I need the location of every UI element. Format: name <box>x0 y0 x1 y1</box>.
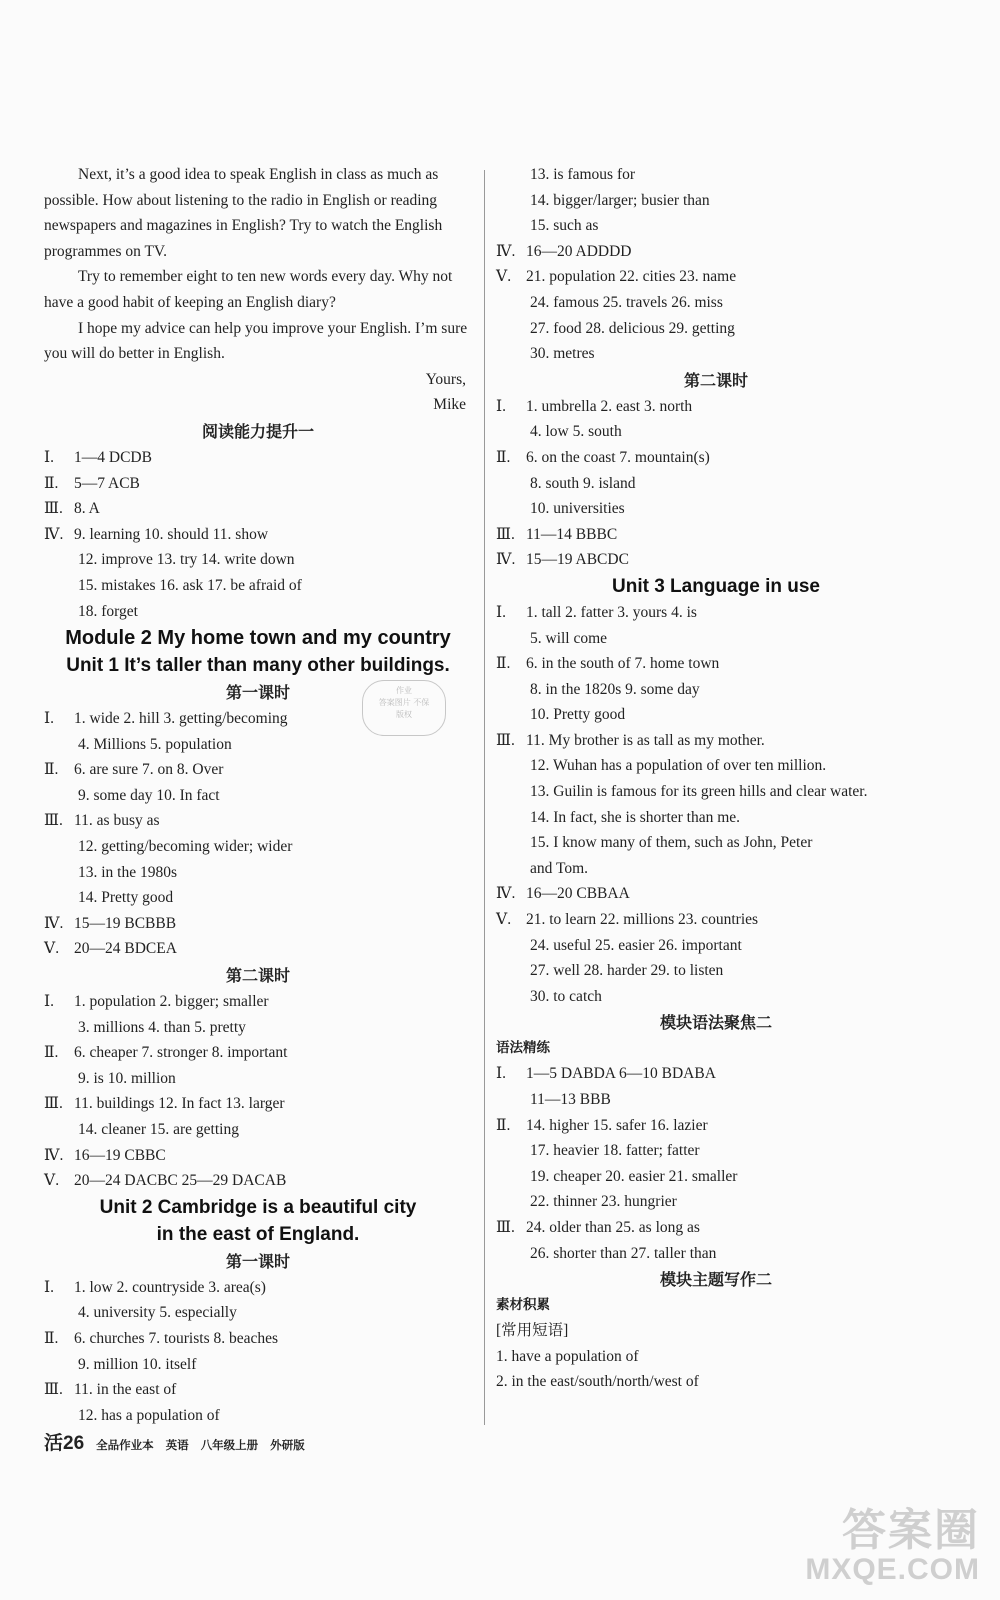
letter-closing: Yours, <box>425 370 466 388</box>
reading-answers <box>44 445 472 624</box>
answer-text: 6. cheaper 7. stronger 8. important <box>74 1044 288 1062</box>
answer-line <box>496 805 936 831</box>
answer-text: 22. thinner 23. hungrier <box>530 1193 677 1211</box>
unit1-lesson1-title: 第一课时 <box>225 683 290 703</box>
answer-line <box>496 1215 936 1241</box>
answer-text: 3. millions 4. than 5. pretty <box>78 1018 246 1036</box>
answer-line <box>496 1061 936 1087</box>
answer-line <box>496 1087 936 1113</box>
answer-line <box>496 341 936 367</box>
unit3-title: Unit 3 Language in use <box>612 575 820 597</box>
answer-line <box>44 522 472 548</box>
letter-paragraph-1: Next, it’s a good idea to speak English in class as much as possible. How about listening to the radio in English or reading newspapers and magazines in English? Try to watch the English programmes on TV. <box>44 166 443 260</box>
question-number: Ⅴ. <box>44 940 60 958</box>
subject: 英语 <box>165 1438 189 1452</box>
unit2-title-line1: Unit 2 Cambridge is a beautiful city <box>99 1196 417 1218</box>
answer-line <box>496 779 936 805</box>
answer-line <box>496 626 936 652</box>
answer-line <box>44 1066 472 1092</box>
answer-line <box>44 1326 472 1352</box>
question-number: Ⅲ. <box>44 812 63 830</box>
question-number: Ⅱ. <box>496 655 511 673</box>
answer-text: 1. wide 2. hill 3. getting/becoming <box>74 710 288 728</box>
question-number: Ⅳ. <box>496 551 516 569</box>
answer-text: 4. low 5. south <box>530 423 622 441</box>
answer-text: 13. Guilin is famous for its green hills and clear water. <box>530 783 868 801</box>
answer-text: and Tom. <box>530 859 589 877</box>
answer-line <box>496 264 936 290</box>
grammar-section-title: 模块语法聚焦二 <box>659 1013 772 1033</box>
question-number: Ⅰ. <box>44 710 54 728</box>
answer-text: 30. to catch <box>530 987 602 1005</box>
answer-text: 16—20 CBBAA <box>526 885 630 903</box>
phrase-item: 2. in the east/south/north/west of <box>496 1373 699 1391</box>
answer-text: 15. such as <box>530 217 599 235</box>
question-number: Ⅰ. <box>44 993 54 1011</box>
answer-text: 11. My brother is as tall as my mother. <box>526 731 765 749</box>
answer-text: 12. Wuhan has a population of over ten million. <box>530 757 827 775</box>
watermark <box>805 1505 980 1586</box>
question-number: Ⅲ. <box>496 525 515 543</box>
answer-line <box>496 522 936 548</box>
answer-text: 26. shorter than 27. taller than <box>530 1244 717 1262</box>
question-number: Ⅱ. <box>44 761 59 779</box>
answer-line <box>44 1300 472 1326</box>
answer-text: 12. getting/becoming wider; wider <box>78 838 293 856</box>
answer-text: 9. is 10. million <box>78 1069 176 1087</box>
answer-text: 5—7 ACB <box>74 474 140 492</box>
unit1-lesson1-answers <box>44 706 472 962</box>
answer-line <box>496 290 936 316</box>
unit2-lesson2-answers <box>496 394 936 573</box>
answer-line <box>496 677 936 703</box>
question-number: Ⅱ. <box>496 448 511 466</box>
answer-text: 4. university 5. especially <box>78 1304 237 1322</box>
answer-line <box>44 445 472 471</box>
question-number: Ⅰ. <box>44 1278 54 1296</box>
unit2-lesson1-answers-continued <box>496 162 936 367</box>
question-number: Ⅱ. <box>496 1116 511 1134</box>
answer-text: 4. Millions 5. population <box>78 735 232 753</box>
answer-text: 17. heavier 18. fatter; fatter <box>530 1142 700 1160</box>
question-number: Ⅴ. <box>44 1172 60 1190</box>
answer-text: 8. in the 1820s 9. some day <box>530 680 700 698</box>
answer-line <box>496 547 936 573</box>
unit2-lesson1-answers <box>44 1275 472 1429</box>
question-number: Ⅱ. <box>44 1329 59 1347</box>
answer-text: 6. in the south of 7. home town <box>526 655 720 673</box>
answer-text: 27. well 28. harder 29. to listen <box>530 962 724 980</box>
grammar-answers <box>496 1061 936 1266</box>
answer-text: 14. cleaner 15. are getting <box>78 1121 239 1138</box>
answer-line <box>496 881 936 907</box>
answer-line <box>496 1164 936 1190</box>
answer-line <box>44 757 472 783</box>
question-number: Ⅴ. <box>496 268 512 286</box>
answer-line <box>496 907 936 933</box>
answer-text: 8. A <box>74 500 100 518</box>
answer-text: 5. will come <box>530 629 608 647</box>
answer-line <box>496 984 936 1010</box>
answer-line <box>496 600 936 626</box>
answer-text: 6. are sure 7. on 8. Over <box>74 761 224 779</box>
answer-text: 11. buildings 12. In fact 13. larger <box>74 1095 285 1113</box>
answer-line <box>44 496 472 522</box>
answer-line <box>44 783 472 809</box>
question-number: Ⅱ. <box>44 474 59 492</box>
writing-subtitle: 素材积累 <box>496 1297 550 1314</box>
book-name: 全品作业本 <box>96 1438 154 1452</box>
page-number: 活26 <box>44 1433 85 1454</box>
question-number: Ⅲ. <box>496 1218 515 1236</box>
answer-text: 6. on the coast 7. mountain(s) <box>526 448 710 466</box>
grammar-subtitle: 语法精练 <box>496 1040 550 1057</box>
answer-text: 9. learning 10. should 11. show <box>74 525 269 543</box>
answer-text: 15—19 BCBBB <box>74 914 177 932</box>
watermark-logo: 答案圈 <box>842 1505 980 1556</box>
answer-line <box>496 1241 936 1267</box>
question-number: Ⅴ. <box>496 911 512 929</box>
question-number: Ⅳ. <box>44 914 64 932</box>
answer-text: 16—20 ADDDD <box>526 242 632 260</box>
answer-text: 18. forget <box>78 602 138 620</box>
answer-text: 1. tall 2. fatter 3. yours 4. is <box>526 603 697 621</box>
answer-text: 14. bigger/larger; busier than <box>530 191 710 209</box>
question-number: Ⅰ. <box>496 1065 506 1083</box>
question-number: Ⅳ. <box>496 885 516 903</box>
unit2-lesson1-title: 第一课时 <box>225 1251 290 1271</box>
answer-line <box>496 213 936 239</box>
column-divider <box>484 170 485 1425</box>
answer-text: 20—24 BDCEA <box>74 940 177 958</box>
answer-text: 1. low 2. countryside 3. area(s) <box>74 1278 266 1296</box>
answer-text: 9. million 10. itself <box>78 1355 197 1373</box>
answer-text: 8. south 9. island <box>530 474 636 492</box>
answer-text: 24. useful 25. easier 26. important <box>530 936 742 954</box>
answer-line <box>496 496 936 522</box>
answer-line <box>496 394 936 420</box>
question-number: Ⅲ. <box>44 500 63 518</box>
answer-line <box>496 1189 936 1215</box>
answer-line <box>44 547 472 573</box>
reading-section-title: 阅读能力提升一 <box>201 421 314 441</box>
letter-signature: Mike <box>433 396 466 414</box>
stamp-text-1: 作业 <box>396 686 412 695</box>
answer-line <box>496 753 936 779</box>
answer-text: 15. I know many of them, such as John, Peter <box>530 834 813 852</box>
answer-text: 21. population 22. cities 23. name <box>526 268 737 286</box>
unit1-lesson2-answers <box>44 989 472 1194</box>
question-number: Ⅳ. <box>44 1146 64 1164</box>
answer-line <box>496 933 936 959</box>
question-number: Ⅲ. <box>44 1381 63 1399</box>
left-column <box>44 162 472 1428</box>
answer-text: 1—5 DABDA 6—10 BDABA <box>526 1065 716 1083</box>
homework-stamp <box>362 680 446 736</box>
answer-line <box>496 958 936 984</box>
answer-text: 15—19 ABCDC <box>526 551 629 569</box>
answer-text: 14. Pretty good <box>78 889 174 907</box>
page-footer <box>44 1428 305 1455</box>
stamp-text-3: 版权 <box>396 710 412 719</box>
answer-text: 14. In fact, she is shorter than me. <box>530 808 741 826</box>
answer-line <box>496 471 936 497</box>
answer-text: 11. as busy as <box>74 812 160 830</box>
answer-text: 11—13 BBB <box>530 1091 611 1108</box>
answer-text: 13. is famous for <box>530 166 636 183</box>
question-number: Ⅰ. <box>496 397 506 415</box>
answer-text: 24. older than 25. as long as <box>526 1218 700 1236</box>
edition: 外研版 <box>270 1438 305 1452</box>
answer-line <box>496 239 936 265</box>
answer-line <box>44 860 472 886</box>
answer-line <box>44 1117 472 1143</box>
answer-line <box>44 599 472 625</box>
answer-line <box>496 188 936 214</box>
question-number: Ⅱ. <box>44 1044 59 1062</box>
answer-line <box>44 834 472 860</box>
letter-paragraph-3: I hope my advice can help you improve your English. I’m sure you will do better in English. <box>44 319 468 363</box>
answer-text: 21. to learn 22. millions 23. countries <box>526 911 759 929</box>
answer-text: 1—4 DCDB <box>74 448 152 466</box>
answer-line <box>44 989 472 1015</box>
answer-line <box>496 445 936 471</box>
module-title: Module 2 My home town and my country <box>65 627 451 650</box>
phrase-item: 1. have a population of <box>496 1347 639 1365</box>
answer-line <box>44 808 472 834</box>
answer-line <box>496 1138 936 1164</box>
answer-line <box>44 471 472 497</box>
answer-text: 6. churches 7. tourists 8. beaches <box>74 1329 279 1347</box>
answer-text: 9. some day 10. In fact <box>78 786 220 804</box>
answer-line <box>44 1040 472 1066</box>
answer-line <box>44 1015 472 1041</box>
unit1-title: Unit 1 It’s taller than many other buildings. <box>66 655 450 677</box>
right-column <box>496 162 936 1395</box>
answer-line <box>44 1377 472 1403</box>
answer-line <box>44 885 472 911</box>
answer-line <box>496 1113 936 1139</box>
unit1-lesson2-title: 第二课时 <box>225 966 290 986</box>
writing-section-title: 模块主题写作二 <box>659 1270 772 1290</box>
answer-line <box>44 1403 472 1429</box>
unit2-title-line2: in the east of England. <box>156 1223 360 1245</box>
answer-line <box>44 1352 472 1378</box>
answer-text: 27. food 28. delicious 29. getting <box>530 319 735 337</box>
grade: 八年级上册 <box>200 1438 259 1452</box>
question-number: Ⅰ. <box>44 448 54 466</box>
answer-text: 10. universities <box>530 500 625 518</box>
answer-text: 12. has a population of <box>78 1406 220 1424</box>
answer-text: 12. improve 13. try 14. write down <box>78 551 295 569</box>
answer-line <box>496 651 936 677</box>
answer-text: 10. Pretty good <box>530 706 626 724</box>
answer-line <box>44 911 472 937</box>
answer-line <box>496 419 936 445</box>
answer-line <box>496 830 936 856</box>
answer-text: 14. higher 15. safer 16. lazier <box>526 1116 708 1134</box>
answer-text: 1. population 2. bigger; smaller <box>74 993 269 1011</box>
phrases-title: [常用短语] <box>496 1322 569 1340</box>
answer-line <box>496 856 936 882</box>
answer-text: 20—24 DACBC 25—29 DACAB <box>74 1172 287 1190</box>
question-number: Ⅰ. <box>496 603 506 621</box>
question-number: Ⅳ. <box>496 242 516 260</box>
answer-text: 1. umbrella 2. east 3. north <box>526 397 693 415</box>
answer-text: 24. famous 25. travels 26. miss <box>530 293 723 311</box>
answer-text: 15. mistakes 16. ask 17. be afraid of <box>78 576 302 594</box>
answer-text: 19. cheaper 20. easier 21. smaller <box>530 1167 738 1185</box>
answer-line <box>44 1275 472 1301</box>
letter-paragraph-2: Try to remember eight to ten new words every day. Why not have a good habit of keeping an English diary? <box>44 268 453 311</box>
answer-line <box>44 573 472 599</box>
answer-line <box>44 936 472 962</box>
answer-line <box>44 1091 472 1117</box>
unit3-answers <box>496 600 936 1010</box>
unit2-lesson2-title: 第二课时 <box>683 370 748 390</box>
answer-text: 16—19 CBBC <box>74 1146 166 1164</box>
answer-line <box>496 728 936 754</box>
answer-line <box>496 316 936 342</box>
question-number: Ⅲ. <box>496 731 515 749</box>
answer-text: 11—14 BBBC <box>526 525 618 543</box>
answer-text: 13. in the 1980s <box>78 863 178 881</box>
answer-line <box>496 162 936 188</box>
answer-text: 11. in the east of <box>74 1381 177 1399</box>
watermark-url: MXQE.COM <box>805 1553 980 1586</box>
answer-line <box>44 1168 472 1194</box>
stamp-text-2: 答案图片 不保 <box>378 698 430 707</box>
question-number: Ⅲ. <box>44 1095 63 1113</box>
answer-text: 30. metres <box>530 345 595 363</box>
answer-line <box>44 1143 472 1169</box>
question-number: Ⅳ. <box>44 525 64 543</box>
answer-line <box>496 702 936 728</box>
